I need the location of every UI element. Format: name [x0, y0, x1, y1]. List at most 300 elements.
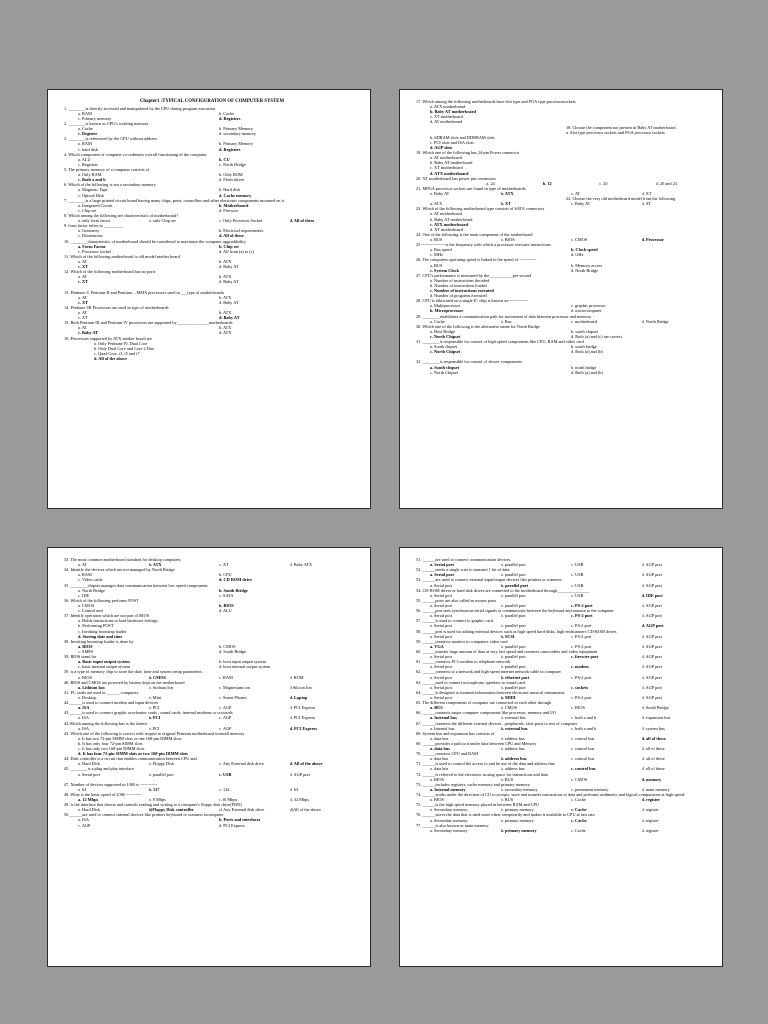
- answer-option-correct: b)Floppy Disk controller: [148, 807, 194, 813]
- answer-option: c. Invoking bootstrap loader: [78, 628, 127, 634]
- answer-option-correct: b. BIOS: [219, 602, 234, 608]
- answer-option: b. CMOS: [500, 705, 517, 711]
- question-text: 27. CPU's performance is measured by the___________per second: [416, 272, 532, 278]
- answer-option-correct: b. CU: [219, 156, 230, 162]
- question-text: 57. ______is used to connect to graphic card.: [416, 618, 494, 624]
- answer-option: b. south bridge: [571, 344, 597, 350]
- question-text: 40. BIOS and CMOS are powered by battery kept on the motherboard: [64, 679, 185, 685]
- answer-option: d. PCI Express: [289, 705, 316, 711]
- question-text: 49. is the interface that directs and controls reading and writing to a computer's floppy disk drive(FDD): [64, 802, 242, 808]
- answer-options: [64, 634, 360, 639]
- answer-option-correct: b. ethernet port: [500, 674, 530, 680]
- answer-option: d. AT: [641, 201, 651, 207]
- answer-option: b. ATX: [219, 294, 232, 300]
- answer-option: a. BUS: [430, 262, 443, 268]
- answer-option: d. Baby AT: [219, 299, 239, 305]
- answer-option: b. CPU: [219, 572, 232, 578]
- answer-option: c. both a and b: [571, 725, 597, 731]
- answer-option: d. PCI Express: [219, 822, 245, 828]
- answer-option-correct: b. Clock speed: [571, 247, 598, 253]
- answer-option-correct: c. PS-2 port: [571, 613, 593, 619]
- answer-option: c) Any External disk drive: [219, 807, 265, 813]
- question-text: 24. One of the following is the main component of the motherboard: [416, 231, 533, 237]
- answer-option: b. parallel port: [148, 771, 174, 777]
- answer-option: c. USB: [571, 572, 584, 578]
- answer-option: b. parallel port: [500, 562, 526, 568]
- answer-option: a. RAM: [78, 110, 92, 116]
- answer-option: a. BUS: [430, 236, 443, 242]
- answer-option: a. Serial port: [430, 674, 453, 680]
- answer-option-correct: c. XT: [78, 279, 89, 285]
- answer-options: [416, 349, 712, 354]
- question-text: 32. ________is responsible for control of slower components.: [416, 359, 523, 365]
- answer-option: a. ATX motherboard: [430, 104, 466, 110]
- question-text: 65. The different components of computer are connected to each other through: [416, 700, 552, 706]
- answer-option: c. 20: [599, 180, 608, 186]
- answer-option: d. South Bridge: [641, 705, 669, 711]
- answer-option: d. South Bridge: [219, 648, 247, 654]
- answer-option: c. XT motherboard: [430, 165, 463, 171]
- answer-option-correct: b. SCSI: [500, 633, 515, 639]
- answer-option-correct: b. address bus: [500, 756, 527, 762]
- answer-options: [416, 308, 712, 313]
- answer-option: b. BUS: [500, 797, 514, 803]
- answer-options: [416, 119, 712, 124]
- answer-option: d. All from (a) to (c): [219, 248, 255, 254]
- answer-option: b. SDRAM slots and DDRRAM slots: [430, 134, 495, 140]
- answer-option: a. Serial port: [430, 602, 453, 608]
- answer-option: d. 20 and 24: [655, 180, 677, 186]
- answer-option: c. BIOS: [571, 705, 585, 711]
- answer-option-correct: b. ATX: [500, 190, 514, 196]
- question-text: 29. ________establishes a communication path for movement of data between processor and memory: [416, 313, 592, 319]
- answer-option: b. Baby AT motherboard: [430, 216, 473, 222]
- question-text: 17. Which among the following motherboards have slot type and PGA type processorsockets: [416, 99, 576, 104]
- answer-options: [416, 726, 712, 731]
- answer-option-correct: d. register: [641, 797, 661, 803]
- question-text: 23. Which of the following motherboard type consists of SATA connectors: [416, 206, 545, 212]
- answer-option-correct: d. Laptop: [289, 694, 308, 700]
- question-text: 55. ______ports are also called as mouse ports: [416, 597, 497, 603]
- answer-option: d. 63: [289, 786, 299, 792]
- answer-option-correct: c. XT: [78, 299, 89, 305]
- answer-option-correct: b. 12: [542, 180, 552, 186]
- answer-option-correct: d. All of these: [289, 218, 315, 224]
- answer-option: d. AGP port: [641, 674, 662, 680]
- question-text: 37. Identify operation which are not part of BIOS: [64, 613, 150, 619]
- answer-option-correct: c. North Chipset: [430, 349, 461, 355]
- answer-option: b. CMOS: [219, 643, 236, 649]
- answer-option: b. south chipset: [571, 328, 598, 334]
- answer-option: b. It has only four 72-pin SIMM slots: [78, 740, 143, 746]
- answer-option: c. both a and b: [571, 715, 597, 721]
- chapter-title: Chapter1 :TYPICAL CONFIGURATION OF COMPUTER SYSTEM: [139, 99, 285, 104]
- question-text: 21. MPGA processor sockets are found in type of motherboards: [416, 185, 526, 191]
- question-text: 10. ________characteristic of motherboard should be considered to maximize the computer upgradability.: [64, 238, 247, 244]
- question-text: 68. System bus and expansion bus consists of: [416, 730, 495, 736]
- answer-option: c. permanent memory: [571, 786, 609, 792]
- answer-option: a. RAM: [78, 141, 92, 147]
- answer-option: a. ISA: [78, 817, 89, 823]
- answer-option: a. Internal bus: [430, 725, 455, 731]
- answer-option-correct: c. control bus: [571, 766, 596, 772]
- answer-option: b. address bus: [500, 735, 525, 741]
- answer-option: a. Number of instructions decoded: [430, 277, 490, 283]
- answer-options: [64, 715, 360, 720]
- answer-option: a. Serial port: [430, 613, 453, 619]
- answer-option-correct: d. AGP port: [641, 623, 664, 629]
- question-list: [416, 557, 712, 833]
- question-text: 7. ________is a large printed circuit board having many chips, ports, controllers and other electronic components mounted on it: [64, 197, 284, 203]
- answer-option: b. address bus: [500, 766, 525, 772]
- answer-option: d. Baby AT: [219, 279, 239, 285]
- answer-option: c. PS-2 port: [571, 633, 592, 639]
- answer-option: d. system bus: [641, 725, 665, 731]
- answer-option: a. 64: [78, 786, 87, 792]
- answer-option: b. Floppy Disk: [148, 761, 175, 767]
- answer-option: b. external bus: [500, 715, 526, 721]
- answer-option: c. control bus: [571, 756, 595, 762]
- question-text: 28. CPU is fabricated on a single IC chip is known as--------------: [416, 298, 528, 304]
- answer-option: d. 32 Mbps: [289, 797, 309, 803]
- answer-option: c. XT motherboard: [430, 114, 463, 120]
- answer-option: a. Serial port: [430, 623, 453, 629]
- answer-option: a. Magnetic Tape: [78, 187, 108, 193]
- answer-option-correct: a. Basic input output system: [78, 659, 130, 665]
- answer-option-correct: a. Internal bus: [430, 715, 457, 721]
- answer-option: a. Holds instructions to load hardware settings: [78, 618, 158, 624]
- answer-option: c. Magnesium ion: [219, 684, 250, 690]
- answer-option: a. Serial port: [430, 633, 453, 639]
- answer-option: b. ATX: [219, 274, 232, 280]
- answer-option-correct: a. ISA: [78, 705, 90, 711]
- question-text: 3. ________is referenced by the CPU without address: [64, 136, 157, 142]
- answer-option: c. North Bridge: [219, 161, 246, 167]
- answer-options: [416, 715, 712, 720]
- answer-option-correct: c. PS-2 port: [571, 602, 593, 608]
- question-text: 11. Which of the following motherboard is old model mother board: [64, 253, 180, 259]
- answer-option: d. Both (a) and (b): [571, 349, 603, 355]
- answer-option: d. XT: [641, 190, 652, 196]
- answer-option-correct: a. Internal memory: [430, 786, 466, 792]
- answer-option: b. PCI: [148, 705, 160, 711]
- answer-option: b. ATX: [219, 325, 232, 331]
- question-text: 54. CD-ROM drives or hard disk drives are connected to the motherboard through_______________: [416, 587, 590, 593]
- answer-options: [416, 623, 712, 628]
- answer-options: [64, 577, 360, 582]
- answer-option: c. SATA: [219, 592, 234, 598]
- answer-option-correct: a. Lithium Ion: [78, 684, 105, 690]
- answer-option: c. AGP: [219, 725, 232, 731]
- answer-option: c. 124: [219, 786, 230, 792]
- answer-option: d. microcomputer: [571, 308, 602, 314]
- answer-option: a. AT motherboard: [430, 155, 463, 161]
- question-text: 47. Number of devices supported in USB is ------------: [64, 781, 158, 787]
- answer-option: c. USB: [571, 592, 584, 598]
- question-text: 19. Which one of the following has 24-pin Power connector: [416, 150, 520, 156]
- question-line: a. Slot type processor sockets and PGA processor sockets: [566, 129, 665, 135]
- question-text: 59. ______connects monitor to computers video card: [416, 638, 508, 644]
- question-text: 42.______is used to connect modem and input devices: [64, 700, 159, 706]
- answer-option: c. Dimensions: [78, 233, 103, 239]
- answer-option-correct: b. primary memory: [500, 827, 537, 833]
- answer-option: c. Chip set: [78, 207, 97, 213]
- answer-options: [416, 766, 712, 771]
- answer-option: d Silicon Ion: [289, 684, 312, 690]
- answer-option: d. AGP port: [641, 633, 662, 639]
- answer-option: d. AGP port: [641, 654, 662, 660]
- answer-option: d. expansion bus: [641, 715, 671, 721]
- answer-option-correct: d. Registers: [219, 146, 241, 152]
- answer-option: c. control bus: [571, 746, 595, 752]
- answer-option: a. AT motherboard: [430, 211, 463, 217]
- question-line: b. Only Dual Core and Core 2 Duo: [94, 345, 155, 351]
- answer-option-correct: a. Form Factor: [78, 243, 106, 249]
- answer-options: [416, 268, 712, 273]
- answer-option: a. CMOS: [78, 602, 95, 608]
- answer-option: c. AGP: [78, 822, 91, 828]
- question-text: 15. Both Pentium III and Pentium IV processors are supported by_______________motherboards: [64, 320, 233, 326]
- question-text: 69. ______provides a path to transfer data between CPU and Memory: [416, 740, 537, 746]
- answer-option: a. Serial port: [430, 664, 453, 670]
- answer-option: d. ALU: [219, 608, 232, 614]
- question-text: 45. ________is a plug and play interface: [64, 766, 135, 772]
- answer-option: b. 8 Mbps: [148, 797, 166, 803]
- answer-option: d. AGP port: [641, 643, 662, 649]
- answer-option: b. BUS: [500, 776, 514, 782]
- answer-option-correct: c. Cache: [571, 817, 587, 823]
- answer-option: b. Primary Memory: [219, 141, 254, 147]
- answer-option-correct: d. It has four 72-pin SIMM slots or two 168-pin DIMM slots: [78, 751, 188, 757]
- answer-option: d. all of these: [641, 766, 665, 772]
- answer-option: c. Video cards: [78, 577, 103, 583]
- answer-options: [64, 279, 360, 284]
- answer-option: c. CMOS: [571, 776, 588, 782]
- answer-options: [416, 818, 712, 823]
- answer-option-correct: a. South chipset: [430, 364, 460, 370]
- answer-option: d. Both (a) and (b): [571, 369, 603, 375]
- answer-option: c. Control unit: [78, 608, 103, 614]
- answer-option: c. AGP: [219, 705, 232, 711]
- answer-option-correct: b. Baby AT motherboard: [430, 109, 476, 115]
- question-text: 35. ________chipset manages data communication between low speed components: [64, 582, 208, 588]
- answer-option: d. Baby ATX: [289, 562, 313, 568]
- answer-option: d. AGP port: [641, 582, 662, 588]
- answer-option: a. Serial port: [430, 694, 453, 700]
- answer-option: a. data bus: [430, 766, 449, 772]
- answer-option: d. boot internal output system: [219, 664, 271, 670]
- answer-option-correct: b. ATX: [148, 562, 162, 568]
- answer-option: a. data bus: [430, 756, 449, 762]
- answer-option: c. PCI slots and ISA slots: [430, 139, 474, 145]
- answer-option: d. AGP port: [641, 694, 662, 700]
- answer-option-correct: d. memory: [641, 776, 662, 782]
- answer-option: b. Cache: [219, 110, 235, 116]
- answer-option-correct: d. IDE port: [641, 592, 663, 598]
- answer-option: b. Hard disk: [219, 187, 241, 193]
- answer-option-correct: d. all of these: [641, 735, 666, 741]
- answer-option: a. Bus speed: [430, 247, 452, 253]
- question-text: 1. ________is directly accessed and manipulated by the CPU during program execution: [64, 105, 216, 111]
- answer-option: d. secondary memory: [219, 131, 257, 137]
- answer-option-correct: c. modem: [571, 664, 589, 670]
- question-text: 14. Pentium -III Processors are used in type of motherboards: [64, 304, 169, 310]
- question-text: 58. ______port is used for adding external devices such as high speed hard disks, high endscanners CD-ROM drives: [416, 628, 617, 634]
- answer-option: c. PS-2 port: [571, 674, 592, 680]
- answer-option: a. AT: [78, 325, 88, 331]
- answer-option: c. Cache: [571, 827, 586, 833]
- answer-option-correct: c. sockets: [571, 684, 589, 690]
- question-text: 48. What is the basic speed of USB -----------: [64, 791, 142, 797]
- answer-option: a. ATX: [430, 201, 443, 207]
- answer-option: a. BIOS: [78, 674, 92, 680]
- question-text: 5. The primary memory of a computer consists of: [64, 167, 150, 173]
- question-text: 6. Which of the following is not a secondary memory: [64, 182, 156, 188]
- answer-option-correct: a. Serial port: [430, 572, 454, 578]
- answer-option-correct: c. USB: [219, 771, 232, 777]
- answer-option: d. AGP port: [289, 771, 310, 777]
- answer-option: d. main memory: [641, 786, 670, 792]
- question-text: 43. Which one of the following is correct with respect to original Pentium motherboard toinstall memory: [64, 730, 245, 736]
- answer-option: a. ALU: [78, 156, 91, 162]
- question-text: 50.______are used to connect internal devices like printers keyboard or scanners tocomputer: [64, 812, 224, 818]
- answer-option: b. parallel port: [500, 684, 526, 690]
- question-text: 41. PC cards are used in ______ computers: [64, 689, 139, 695]
- answer-option-correct: b. Ports and interfaces: [219, 817, 261, 823]
- answer-options: [416, 370, 712, 375]
- question-text: 25 ---------------- is the frequency with which a processor executes instructions.: [416, 242, 552, 248]
- answer-option: a. BIOS: [430, 797, 444, 803]
- answer-option: b. Memory access: [571, 262, 603, 268]
- answer-option: c. IDE: [78, 592, 90, 598]
- question-text: 31. ________is responsible for control of high speed components like CPU, RAM and video card: [416, 339, 584, 345]
- answer-option: b. Performing POST: [78, 623, 114, 629]
- answer-option: a. Secondary memory: [430, 827, 468, 833]
- answer-options: [416, 634, 712, 639]
- answer-option: b. BIOS: [500, 236, 515, 242]
- answer-option: d. all of these: [641, 756, 665, 762]
- answer-option: d. Baby AT: [219, 264, 239, 270]
- answer-option-correct: c. XT: [78, 264, 89, 270]
- answer-option-correct: d. ATX motherboard: [430, 170, 469, 176]
- answer-option: b. parallel port: [500, 592, 526, 598]
- answer-option: b. secondary memory: [500, 786, 538, 792]
- answer-option: a. AT: [78, 258, 88, 264]
- question-text: 43.______is used to connect graphic accelerator cards , sound cards, internal modems or scsicards: [64, 710, 233, 716]
- answer-option: b. north bridge: [571, 364, 597, 370]
- answer-option: a. Secondary memory: [430, 817, 468, 823]
- answer-option: c. North Chipset: [430, 369, 459, 375]
- answer-option: a. North Bridge: [78, 587, 105, 593]
- question-text: 64. ______is designed to transmit information between electronic musical instruments: [416, 689, 565, 695]
- answer-options: [64, 649, 360, 654]
- question-text: 51. ______are used to connect communication devices.: [416, 557, 512, 562]
- answer-option-correct: a. VGA: [430, 643, 444, 649]
- answer-option: b. parallel port: [500, 643, 526, 649]
- answer-option: b. parallel port: [500, 664, 526, 670]
- answer-options: [64, 147, 360, 152]
- answer-option-correct: d. Cache memory: [219, 192, 252, 198]
- question-text: 74. ______works under the direction of CU to accepts, store and transfer instructions or data and performs arithmetic and logical comparisons at high speed.: [416, 792, 686, 798]
- answer-options: [64, 726, 360, 731]
- answer-option: d. register: [641, 817, 659, 823]
- question-text: 26. The computers operating speed is linked to the speed of ------------: [416, 257, 537, 263]
- answer-option: c. CMOS: [571, 236, 588, 242]
- answer-option: a. Baby AT: [430, 190, 450, 196]
- answer-option: b. Bus: [500, 318, 512, 324]
- answer-option: b. Number of instructions loaded: [430, 282, 487, 288]
- answer-option-correct: c. North Chipset: [430, 334, 461, 340]
- answer-option: d. Flash drives: [219, 177, 245, 183]
- answer-options: [64, 193, 360, 198]
- question-text: 36. Which of the following performs POST: [64, 597, 139, 603]
- answer-option: d. AGP port: [641, 613, 662, 619]
- question-text: 60. ______transfer large amount of data at very fast speed and connects camcorders and video equipment: [416, 648, 598, 654]
- answer-option-correct: b. Microprocessor: [430, 308, 464, 314]
- answer-option: a. Geometry: [78, 228, 100, 234]
- answer-option-correct: b. XT: [500, 201, 512, 207]
- question-text: 75. ______is the high speed memory placed in between RAM and CPU: [416, 802, 540, 808]
- answer-option-correct: d. Processor: [641, 236, 664, 242]
- answer-option: d. all of these: [641, 746, 665, 752]
- answer-option-correct: d. CD ROM drive: [219, 577, 252, 583]
- answer-option: b. Baby AT motherboard: [430, 160, 473, 166]
- answer-option: c. hard disk: [78, 146, 98, 152]
- answer-option: b. boot input output system: [219, 659, 266, 665]
- answer-option: a. ISA: [78, 725, 89, 731]
- answer-option: c. RAM: [219, 674, 233, 680]
- question-text: 67. ______connects the different external devices , peripherals, slots ports to rest of computer: [416, 720, 578, 726]
- answer-option: a. only form factor: [78, 218, 111, 224]
- question-text: 52. ______needs a single wire to transmit 1 bit of data: [416, 567, 510, 573]
- answer-options: [64, 823, 360, 828]
- answer-option-correct: b. parallel port: [500, 582, 529, 588]
- answer-option: b. ATX: [219, 258, 232, 264]
- answer-option: a. Serial port: [430, 592, 453, 598]
- question-line: d. All of the above: [94, 355, 128, 361]
- answer-option: b. parallel port: [500, 602, 526, 608]
- answer-option: b. primary memory: [500, 807, 534, 813]
- question-text: 20. XT motherboard has power pin connectors: [416, 175, 496, 181]
- answer-option-correct: c. ATX motherboard: [430, 221, 468, 227]
- answer-option-correct: a. BIOS: [78, 643, 93, 649]
- question-text: 30. Which one of the following is the alternative name for North Bridge: [416, 323, 540, 329]
- answer-option: b. parallel port: [500, 613, 526, 619]
- answer-option: b. Sodium Ion: [148, 684, 173, 690]
- answer-option: b. parallel port: [500, 654, 526, 660]
- answer-option: b. only Chip set: [148, 218, 176, 224]
- question-list: [416, 99, 712, 375]
- answer-option: c. PS-2 port: [571, 694, 592, 700]
- question-line: 22. Choose the very old motherboard model from the following: [566, 196, 676, 202]
- answer-options: [416, 583, 712, 588]
- answer-option-correct: b. Motherboard: [219, 202, 249, 208]
- answer-option: b. parallel port: [500, 572, 526, 578]
- answer-option: c. It has only two 168-pin DIMM slots: [78, 746, 145, 752]
- answer-option: a. Secondary memory: [430, 807, 468, 813]
- question-text: 39. BIOS stand for: [64, 654, 97, 660]
- answer-option: b. parallel port: [500, 623, 526, 629]
- answer-option-correct: b. 127: [148, 786, 160, 792]
- answer-options: [416, 171, 712, 176]
- answer-option: a. Desktop: [78, 694, 97, 700]
- answer-option: a. 24: [486, 180, 495, 186]
- answer-option: a. data bus: [430, 735, 449, 741]
- answer-option-correct: d. Registers: [219, 115, 241, 121]
- document-page-3: [47, 547, 371, 967]
- answer-option: c. XT: [78, 315, 88, 321]
- answer-option-correct: c. Baby AT: [78, 330, 99, 336]
